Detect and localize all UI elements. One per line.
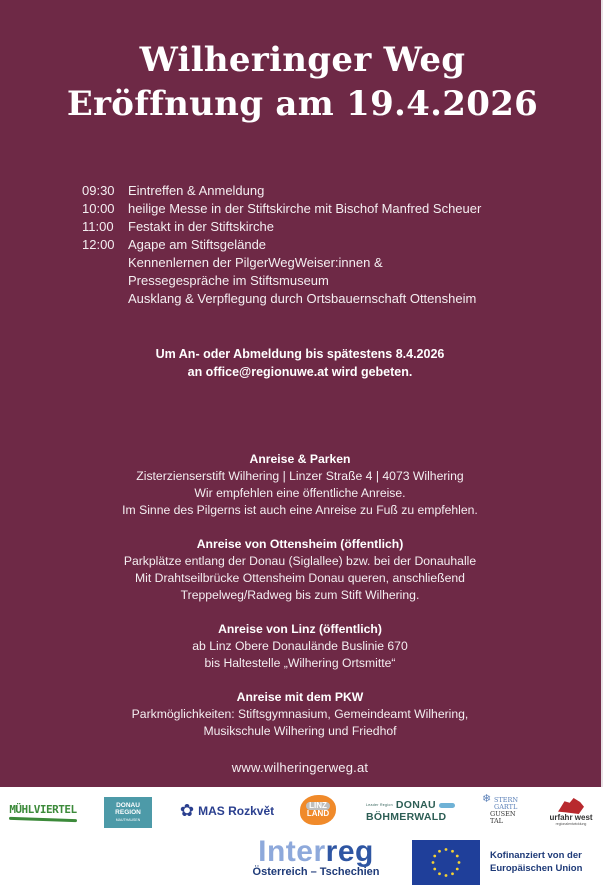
interreg-logo (236, 835, 396, 878)
eu-star (433, 855, 436, 858)
info-line: Mit Drahtseilbrücke Ottensheim Donau queren, anschließend (135, 571, 465, 585)
logo-text: REGION (115, 808, 141, 816)
interreg-part-b: reg (325, 835, 374, 868)
donau-boehmerwald-logo (366, 797, 460, 825)
info-block-arrival-parking (0, 451, 600, 519)
schedule-activity: heilige Messe in der Stiftskirche mit Bischof Manfred Scheuer (128, 201, 482, 216)
info-heading: Anreise & Parken (249, 452, 351, 466)
wave-icon (439, 803, 455, 808)
title-line-2: Eröffnung am 19.4.2026 (66, 84, 539, 124)
schedule-activity: Kennenlernen der PilgerWegWeiser:innen & (128, 255, 383, 270)
logo-text: MAS Rozkvět (198, 804, 275, 818)
logo-text: DONAU (395, 799, 436, 811)
travel-info (0, 451, 600, 757)
info-line: ab Linz Obere Donaulände Buslinie 670 (192, 639, 408, 653)
info-heading: Anreise mit dem PKW (236, 690, 364, 704)
info-heading: Anreise von Ottensheim (öffentlich) (196, 537, 404, 551)
info-heading: Anreise von Linz (öffentlich) (218, 622, 382, 636)
eu-text-line-1: Kofinanziert von der (490, 850, 582, 861)
notice-line-1: Um An- oder Abmeldung bis spätestens 8.4.2026 (155, 347, 445, 361)
info-line: Musikschule Wilhering und Friedhof (203, 724, 397, 738)
eu-star (451, 872, 454, 875)
schedule-activity: Eintreffen & Anmeldung (128, 183, 265, 198)
info-block-linz (0, 621, 600, 672)
schedule-time (82, 272, 128, 290)
sponsor-logo-strip (0, 787, 605, 888)
logo-text: GUSEN (490, 810, 516, 818)
eu-star (456, 868, 459, 871)
website-link[interactable]: www.wilheringerweg.at (231, 760, 369, 775)
logo-subtext: regionalentwicklung (555, 822, 587, 826)
muehlviertel-logo (6, 799, 80, 825)
logo-text: DONAU (116, 801, 140, 809)
schedule-time: 10:00 (82, 201, 115, 216)
schedule-row (82, 236, 552, 254)
logo-text: BÖHMERWALD (366, 811, 447, 823)
schedule-time: 11:00 (82, 219, 114, 234)
schedule-row (82, 182, 552, 200)
notice-line-2: an office@regionuwe.at wird gebeten. (187, 365, 413, 379)
schedule-time (82, 254, 128, 272)
star-flower-icon: ✿ (179, 801, 195, 820)
schedule-time: 12:00 (82, 237, 115, 252)
eu-flag-icon (412, 840, 480, 885)
schedule-activity: Pressegespräche im Stiftsmuseum (128, 273, 329, 288)
interreg-part-a: Inter (258, 835, 326, 868)
schedule-activity: Ausklang & Verpflegung durch Ortsbauernschaft Ottensheim (128, 291, 477, 306)
eu-stars-icon (412, 840, 480, 885)
eu-cofunding-text (490, 847, 605, 877)
schedule-activity: Agape am Stiftsgelände (128, 237, 267, 252)
logo-subtext: Leader Region (366, 803, 393, 807)
schedule-time: 09:30 (82, 183, 115, 198)
schedule-row (82, 290, 552, 308)
eu-star (456, 855, 459, 858)
schedule-row (82, 272, 552, 290)
info-line: bis Haltestelle „Wilhering Ortsmitte“ (204, 656, 396, 670)
schedule-row (82, 254, 552, 272)
mas-rozkvet-logo (174, 800, 280, 822)
eu-text-line-2: Europäischen Union (490, 863, 583, 874)
snowflake-icon: ❄ (482, 792, 492, 805)
info-line: Parkplätze entlang der Donau (Siglallee) bzw. bei der Donauhalle (123, 554, 477, 568)
eu-star (445, 848, 448, 851)
schedule-row (82, 218, 552, 236)
logo-subtext: MAUTHAUSEN (115, 817, 141, 822)
info-line: Treppelweg/Radweg bis zum Stift Wilhering. (180, 588, 420, 602)
poster-title (0, 38, 605, 126)
eu-star (432, 861, 435, 864)
schedule-time (82, 290, 128, 308)
logo-text: GARTL (494, 803, 518, 811)
logo-text: LINZ (306, 802, 330, 810)
info-block-car (0, 689, 600, 740)
eu-star (438, 850, 441, 853)
region-map-icon (558, 798, 584, 814)
donau-region-logo (104, 797, 152, 828)
logo-row (366, 799, 455, 811)
info-line: Zisterzienserstift Wilhering | Linzer Straße 4 | 4073 Wilhering (136, 469, 464, 483)
eu-star (433, 868, 436, 871)
schedule-row (82, 200, 552, 218)
eu-star (458, 861, 461, 864)
logo-text: LAND (306, 809, 330, 818)
info-block-ottensheim (0, 536, 600, 604)
eu-star (438, 872, 441, 875)
eu-star (451, 850, 454, 853)
interreg-subtitle: Österreich – Tschechien (252, 866, 380, 878)
urfahr-west-logo (546, 795, 596, 829)
logo-text: STERN (494, 796, 519, 804)
logo-text: TAL (490, 817, 503, 825)
schedule (82, 182, 552, 308)
logo-text: urfahr west (549, 813, 593, 822)
info-line: Wir empfehlen eine öffentliche Anreise. (194, 486, 406, 500)
linz-land-logo (300, 795, 336, 825)
info-line: Im Sinne des Pilgerns ist auch eine Anreise zu Fuß zu empfehlen. (122, 503, 478, 517)
title-line-1: Wilheringer Weg (139, 40, 466, 80)
sterngartl-gusental-logo (482, 793, 526, 829)
info-line: Parkmöglichkeiten: Stiftsgymnasium, Gemeindeamt Wilhering, (131, 707, 469, 721)
registration-notice (0, 345, 600, 381)
interreg-wordmark (258, 835, 374, 868)
swoosh-icon (9, 817, 77, 822)
eu-star (445, 874, 448, 877)
schedule-activity: Festakt in der Stiftskirche (128, 219, 274, 234)
muehlviertel-wordmark: MÜHLVIERTEL (9, 803, 77, 816)
